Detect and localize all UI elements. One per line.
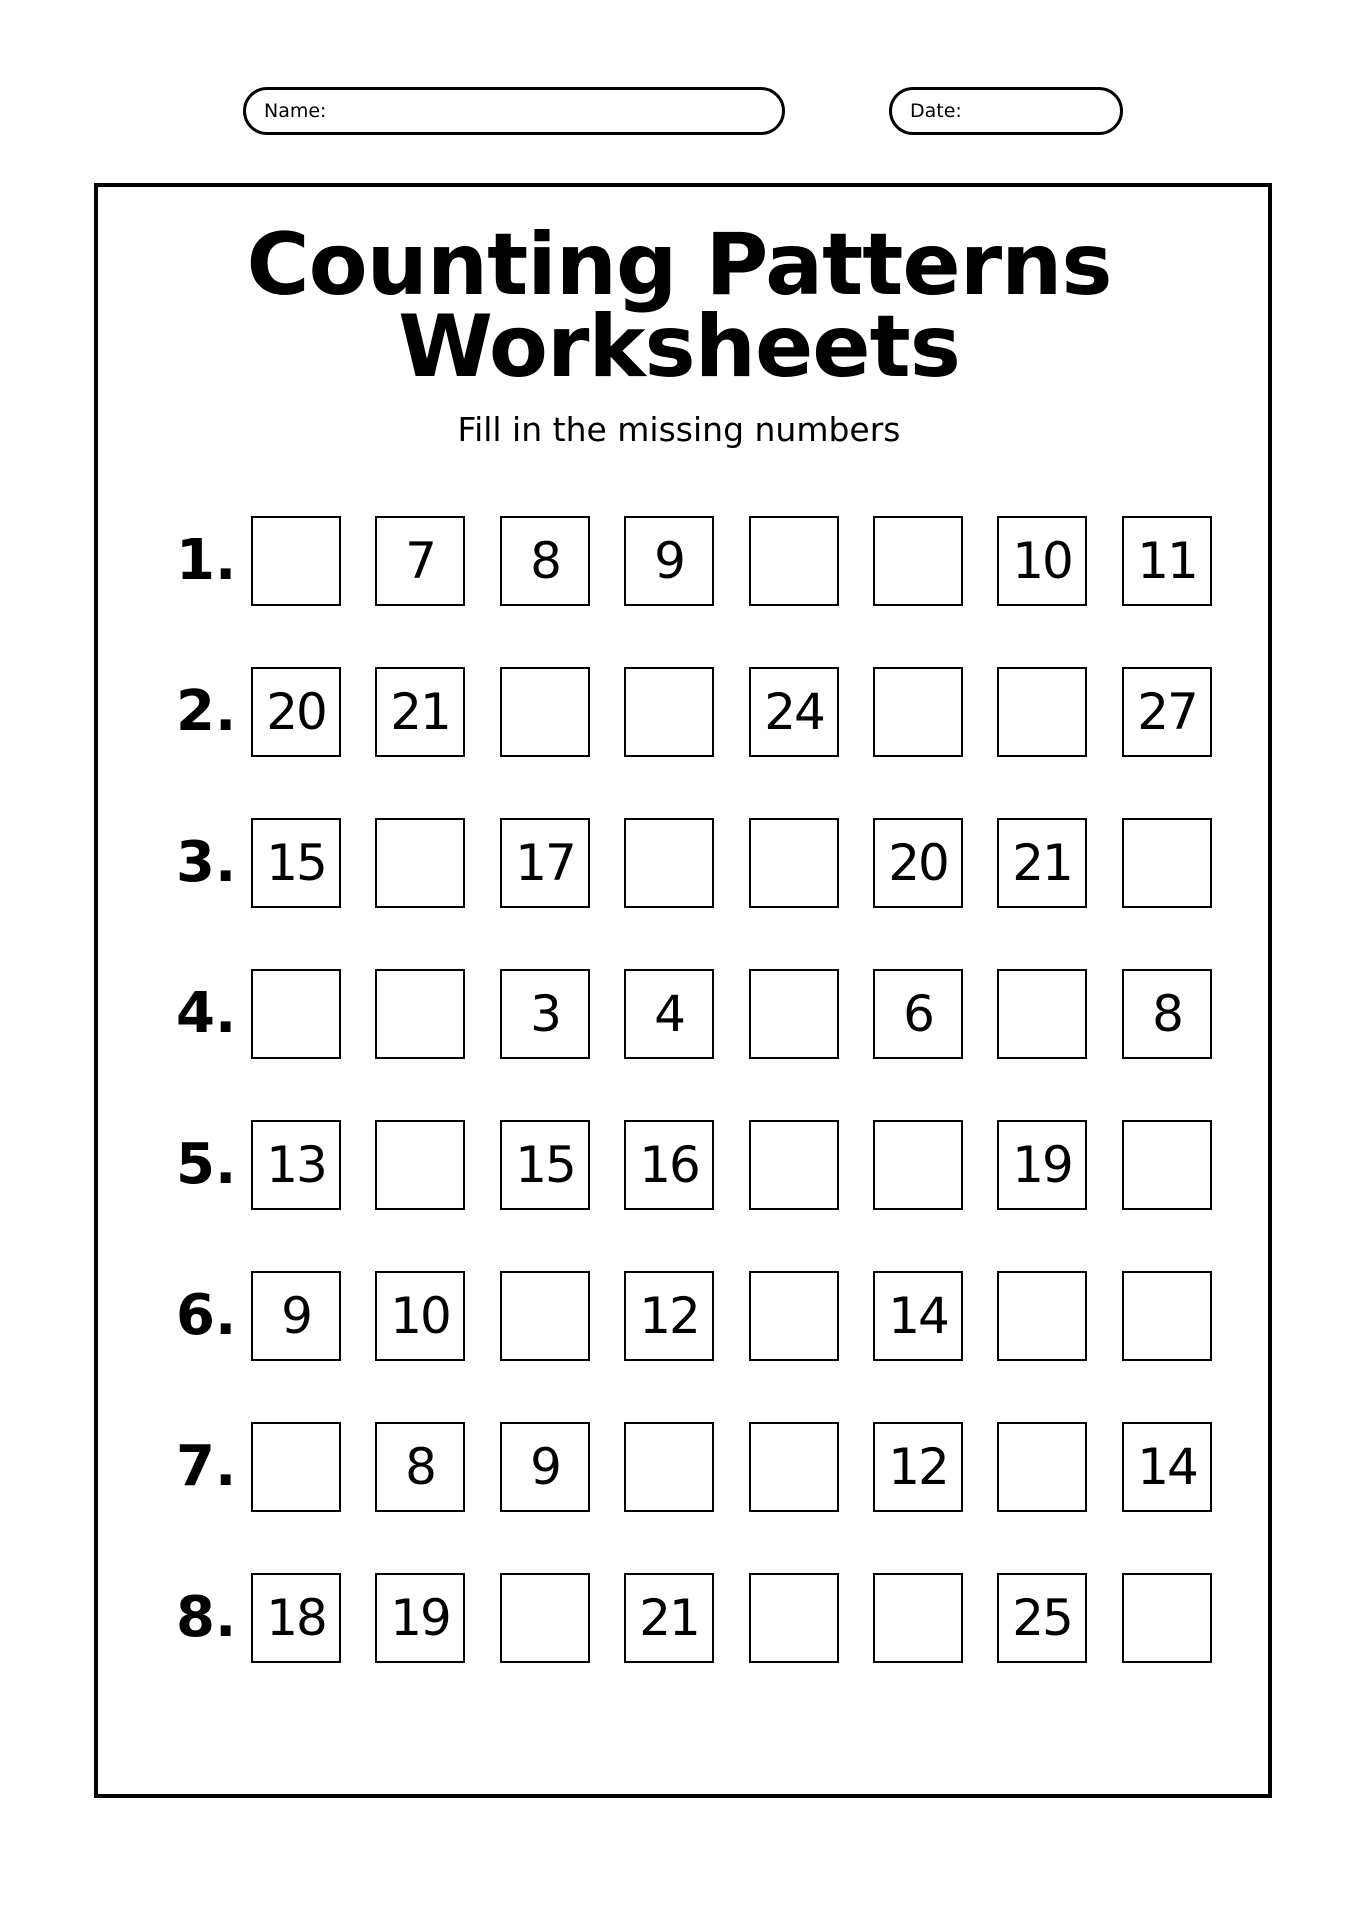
name-field[interactable] [243,87,785,135]
blank-answer-box[interactable] [997,1422,1087,1512]
number-box: 21 [375,667,465,757]
number-box: 19 [375,1573,465,1663]
number-box: 24 [749,667,839,757]
number-box: 16 [624,1120,714,1210]
answer-input[interactable] [999,971,1085,1057]
blank-answer-box[interactable] [997,969,1087,1059]
blank-answer-box[interactable] [624,818,714,908]
answer-input[interactable] [875,1122,961,1208]
answer-input[interactable] [875,669,961,755]
number-box: 19 [997,1120,1087,1210]
number-box: 12 [624,1271,714,1361]
number-box: 7 [375,516,465,606]
row-number: 8. [176,1585,237,1650]
answer-input[interactable] [253,518,339,604]
date-label: Date: [910,100,962,122]
blank-answer-box[interactable] [997,1271,1087,1361]
answer-input[interactable] [751,1575,837,1661]
blank-answer-box[interactable] [251,1422,341,1512]
number-box: 21 [624,1573,714,1663]
blank-answer-box[interactable] [749,818,839,908]
number-box: 11 [1122,516,1212,606]
answer-input[interactable] [502,669,588,755]
blank-answer-box[interactable] [873,1573,963,1663]
number-box: 8 [375,1422,465,1512]
blank-answer-box[interactable] [251,969,341,1059]
number-box: 10 [375,1271,465,1361]
number-box: 17 [500,818,590,908]
worksheet-title-line1: Counting Patterns [246,215,1112,315]
blank-answer-box[interactable] [1122,818,1212,908]
answer-input[interactable] [626,669,712,755]
number-box: 10 [997,516,1087,606]
answer-input[interactable] [751,820,837,906]
answer-input[interactable] [626,1424,712,1510]
number-box: 9 [500,1422,590,1512]
blank-answer-box[interactable] [873,516,963,606]
worksheet-title-line2: Worksheets [398,297,960,397]
answer-input[interactable] [999,1424,1085,1510]
number-box: 13 [251,1120,341,1210]
blank-answer-box[interactable] [375,818,465,908]
blank-answer-box[interactable] [500,1271,590,1361]
answer-input[interactable] [751,1424,837,1510]
blank-answer-box[interactable] [749,516,839,606]
answer-input[interactable] [751,1273,837,1359]
answer-input[interactable] [875,518,961,604]
row-number: 7. [176,1434,237,1499]
row-number: 4. [176,981,237,1046]
answer-input[interactable] [377,820,463,906]
blank-answer-box[interactable] [749,1422,839,1512]
blank-answer-box[interactable] [873,1120,963,1210]
number-box: 18 [251,1573,341,1663]
blank-answer-box[interactable] [749,1120,839,1210]
blank-answer-box[interactable] [251,516,341,606]
date-field[interactable] [889,87,1123,135]
number-box: 15 [251,818,341,908]
blank-answer-box[interactable] [749,969,839,1059]
answer-input[interactable] [751,1122,837,1208]
number-box: 6 [873,969,963,1059]
row-number: 3. [176,830,237,895]
number-box: 14 [873,1271,963,1361]
blank-answer-box[interactable] [749,1573,839,1663]
number-box: 27 [1122,667,1212,757]
name-label: Name: [264,100,327,122]
number-box: 8 [1122,969,1212,1059]
answer-input[interactable] [1124,1122,1210,1208]
blank-answer-box[interactable] [624,667,714,757]
blank-answer-box[interactable] [500,667,590,757]
number-box: 14 [1122,1422,1212,1512]
row-number: 5. [176,1132,237,1197]
blank-answer-box[interactable] [997,667,1087,757]
number-box: 8 [500,516,590,606]
answer-input[interactable] [626,820,712,906]
answer-input[interactable] [377,1122,463,1208]
answer-input[interactable] [502,1273,588,1359]
number-box: 25 [997,1573,1087,1663]
answer-input[interactable] [253,1424,339,1510]
number-box: 20 [251,667,341,757]
answer-input[interactable] [377,971,463,1057]
answer-input[interactable] [1124,820,1210,906]
blank-answer-box[interactable] [375,1120,465,1210]
answer-input[interactable] [999,669,1085,755]
number-box: 20 [873,818,963,908]
number-box: 21 [997,818,1087,908]
blank-answer-box[interactable] [500,1573,590,1663]
number-box: 9 [624,516,714,606]
number-box: 9 [251,1271,341,1361]
answer-input[interactable] [502,1575,588,1661]
blank-answer-box[interactable] [624,1422,714,1512]
number-box: 4 [624,969,714,1059]
blank-answer-box[interactable] [873,667,963,757]
row-number: 1. [176,528,237,593]
blank-answer-box[interactable] [375,969,465,1059]
answer-input[interactable] [1124,1575,1210,1661]
number-box: 3 [500,969,590,1059]
row-number: 2. [176,679,237,744]
blank-answer-box[interactable] [1122,1120,1212,1210]
answer-input[interactable] [751,971,837,1057]
answer-input[interactable] [875,1575,961,1661]
blank-answer-box[interactable] [749,1271,839,1361]
answer-input[interactable] [999,1273,1085,1359]
blank-answer-box[interactable] [1122,1271,1212,1361]
answer-input[interactable] [1124,1273,1210,1359]
answer-input[interactable] [751,518,837,604]
blank-answer-box[interactable] [1122,1573,1212,1663]
answer-input[interactable] [253,971,339,1057]
worksheet-instruction: Fill in the missing numbers [457,410,901,449]
number-box: 15 [500,1120,590,1210]
number-box: 12 [873,1422,963,1512]
row-number: 6. [176,1283,237,1348]
